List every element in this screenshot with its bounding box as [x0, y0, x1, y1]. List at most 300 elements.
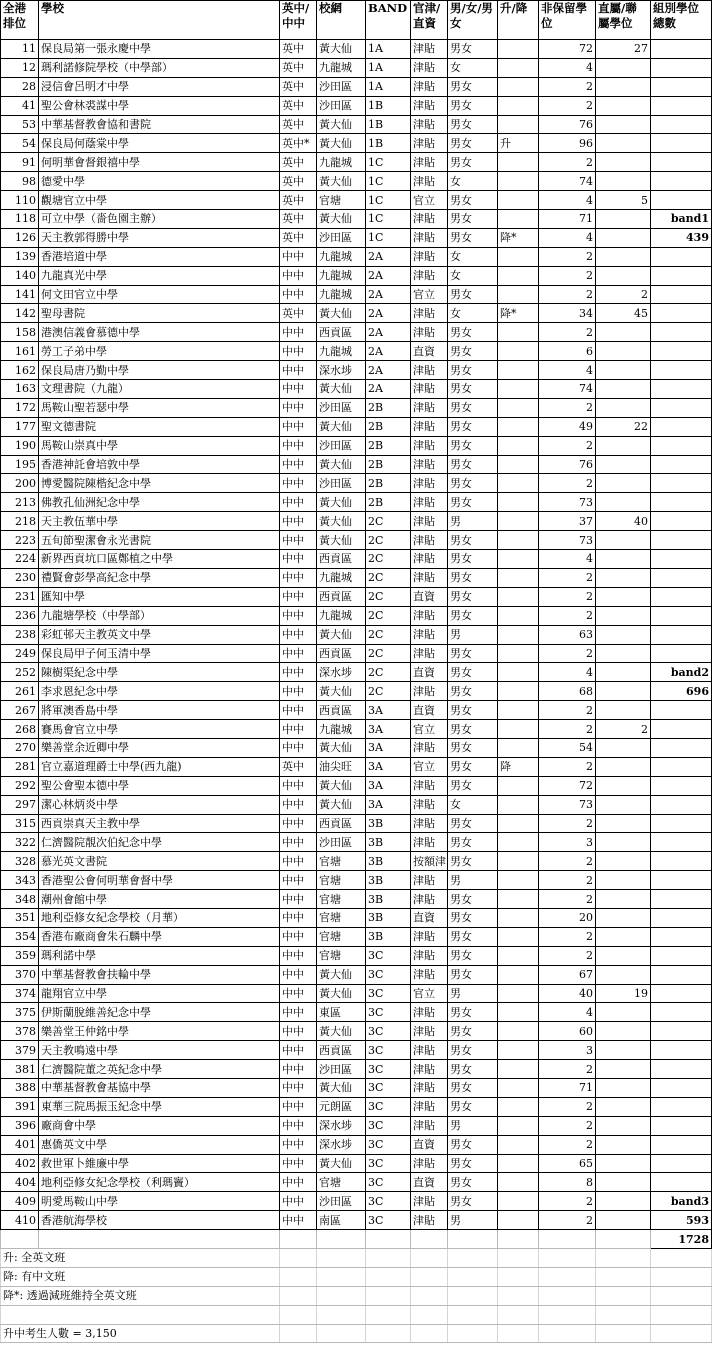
cell-gender[interactable]: 女 — [448, 266, 498, 285]
cell-up-down[interactable] — [498, 191, 539, 210]
cell-rank[interactable]: 177 — [1, 417, 39, 436]
cell-district[interactable]: 官塘 — [317, 946, 366, 965]
cell-rank[interactable]: 252 — [1, 663, 39, 682]
cell-school[interactable]: 保良局第一張永慶中學 — [39, 40, 280, 59]
cell-medium[interactable]: 英中 — [280, 210, 317, 229]
cell-band-total[interactable] — [651, 890, 712, 909]
cell-up-down[interactable] — [498, 1003, 539, 1022]
cell-band-total[interactable] — [651, 493, 712, 512]
cell-band[interactable]: 3C — [366, 1116, 411, 1135]
cell-up-down[interactable] — [498, 720, 539, 739]
cell-up-down[interactable] — [498, 871, 539, 890]
cell-rank[interactable]: 53 — [1, 115, 39, 134]
cell-school[interactable]: 天主教鳴遠中學 — [39, 1041, 280, 1060]
cell-gender[interactable]: 男女 — [448, 852, 498, 871]
cell-finance[interactable]: 津貼 — [411, 77, 448, 96]
cell-feeder-places[interactable] — [596, 757, 651, 776]
cell-feeder-places[interactable] — [596, 625, 651, 644]
cell-rank[interactable]: 140 — [1, 266, 39, 285]
cell-band[interactable]: 2C — [366, 568, 411, 587]
cell-band-total[interactable] — [651, 247, 712, 266]
cell-up-down[interactable] — [498, 398, 539, 417]
cell-gender[interactable]: 男 — [448, 1116, 498, 1135]
cell-district[interactable]: 黃大仙 — [317, 40, 366, 59]
cell-up-down[interactable] — [498, 455, 539, 474]
cell-gender[interactable]: 男女 — [448, 738, 498, 757]
cell-gender[interactable]: 男女 — [448, 663, 498, 682]
cell-finance[interactable]: 直資 — [411, 701, 448, 720]
cell-band[interactable]: 3B — [366, 927, 411, 946]
cell-band[interactable]: 1A — [366, 58, 411, 77]
cell-band-total[interactable]: 439 — [651, 228, 712, 247]
cell-finance[interactable]: 津貼 — [411, 1078, 448, 1097]
cell-rank[interactable]: 91 — [1, 153, 39, 172]
cell-finance[interactable]: 津貼 — [411, 871, 448, 890]
cell-band-total[interactable] — [651, 550, 712, 569]
cell-district[interactable]: 黃大仙 — [317, 531, 366, 550]
cell-medium[interactable]: 英中 — [280, 96, 317, 115]
cell-finance[interactable]: 直資 — [411, 587, 448, 606]
cell-band[interactable]: 2B — [366, 455, 411, 474]
cell-band-total[interactable] — [651, 625, 712, 644]
cell-rank[interactable]: 370 — [1, 965, 39, 984]
cell-open-places[interactable]: 68 — [539, 682, 596, 701]
cell-finance[interactable]: 津貼 — [411, 493, 448, 512]
cell-band-total[interactable] — [651, 1173, 712, 1192]
cell-rank[interactable]: 396 — [1, 1116, 39, 1135]
cell-feeder-places[interactable] — [596, 380, 651, 399]
cell-up-down[interactable] — [498, 417, 539, 436]
cell-school[interactable]: 禮賢會彭學高紀念中學 — [39, 568, 280, 587]
cell-open-places[interactable]: 3 — [539, 833, 596, 852]
cell-school[interactable]: 聖公會聖本德中學 — [39, 776, 280, 795]
cell-school[interactable]: 香港培道中學 — [39, 247, 280, 266]
cell-gender[interactable]: 女 — [448, 795, 498, 814]
cell-band[interactable]: 1C — [366, 153, 411, 172]
cell-gender[interactable]: 男女 — [448, 814, 498, 833]
cell-medium[interactable]: 英中 — [280, 191, 317, 210]
cell-school[interactable]: 中華基督教會協和書院 — [39, 115, 280, 134]
header-finance[interactable]: 官津/直資 — [411, 1, 448, 40]
cell-school[interactable]: 潮州會館中學 — [39, 890, 280, 909]
cell-band-total[interactable] — [651, 795, 712, 814]
cell-open-places[interactable]: 71 — [539, 1078, 596, 1097]
cell-band[interactable]: 2C — [366, 512, 411, 531]
cell-medium[interactable]: 中中 — [280, 701, 317, 720]
cell-gender[interactable]: 男女 — [448, 1060, 498, 1079]
cell-finance[interactable]: 直資 — [411, 1135, 448, 1154]
cell-up-down[interactable] — [498, 833, 539, 852]
cell-gender[interactable]: 男女 — [448, 1173, 498, 1192]
cell-medium[interactable]: 英中 — [280, 58, 317, 77]
cell-band-total[interactable]: band3 — [651, 1192, 712, 1211]
cell-feeder-places[interactable]: 2 — [596, 720, 651, 739]
cell-gender[interactable]: 男女 — [448, 606, 498, 625]
cell-rank[interactable]: 163 — [1, 380, 39, 399]
cell-school[interactable]: 伊斯蘭脫維善紀念中學 — [39, 1003, 280, 1022]
cell-band[interactable]: 2A — [366, 361, 411, 380]
cell-feeder-places[interactable] — [596, 663, 651, 682]
cell-medium[interactable]: 中中 — [280, 398, 317, 417]
cell-feeder-places[interactable] — [596, 1097, 651, 1116]
cell-gender[interactable]: 男女 — [448, 908, 498, 927]
cell-feeder-places[interactable] — [596, 531, 651, 550]
cell-open-places[interactable]: 71 — [539, 210, 596, 229]
cell-district[interactable]: 黃大仙 — [317, 172, 366, 191]
cell-feeder-places[interactable] — [596, 1116, 651, 1135]
cell-open-places[interactable]: 4 — [539, 361, 596, 380]
cell-district[interactable]: 西貢區 — [317, 701, 366, 720]
cell-rank[interactable]: 139 — [1, 247, 39, 266]
cell-rank[interactable]: 268 — [1, 720, 39, 739]
cell-finance[interactable]: 津貼 — [411, 531, 448, 550]
cell-medium[interactable]: 中中 — [280, 512, 317, 531]
cell-band[interactable]: 2A — [366, 247, 411, 266]
cell-rank[interactable]: 292 — [1, 776, 39, 795]
cell-finance[interactable]: 津貼 — [411, 115, 448, 134]
cell-medium[interactable]: 中中 — [280, 625, 317, 644]
cell-medium[interactable]: 中中 — [280, 833, 317, 852]
cell-feeder-places[interactable] — [596, 550, 651, 569]
cell-feeder-places[interactable] — [596, 134, 651, 153]
cell-up-down[interactable] — [498, 663, 539, 682]
header-band-total[interactable]: 組別學位總數 — [651, 1, 712, 40]
cell-feeder-places[interactable] — [596, 323, 651, 342]
cell-band-total[interactable]: band2 — [651, 663, 712, 682]
cell-gender[interactable]: 男女 — [448, 436, 498, 455]
cell-rank[interactable]: 223 — [1, 531, 39, 550]
cell-feeder-places[interactable] — [596, 398, 651, 417]
cell-open-places[interactable]: 2 — [539, 946, 596, 965]
cell-up-down[interactable] — [498, 795, 539, 814]
cell-band-total[interactable] — [651, 644, 712, 663]
cell-finance[interactable]: 津貼 — [411, 361, 448, 380]
cell-band-total[interactable] — [651, 814, 712, 833]
cell-finance[interactable]: 津貼 — [411, 398, 448, 417]
cell-band[interactable]: 3C — [366, 1041, 411, 1060]
cell-finance[interactable]: 官立 — [411, 191, 448, 210]
cell-gender[interactable]: 男女 — [448, 115, 498, 134]
cell-open-places[interactable]: 2 — [539, 701, 596, 720]
cell-gender[interactable]: 男女 — [448, 380, 498, 399]
cell-rank[interactable]: 402 — [1, 1154, 39, 1173]
cell-medium[interactable]: 英中 — [280, 153, 317, 172]
cell-feeder-places[interactable] — [596, 606, 651, 625]
cell-band[interactable]: 3A — [366, 757, 411, 776]
cell-district[interactable]: 西貢區 — [317, 323, 366, 342]
cell-medium[interactable]: 中中 — [280, 417, 317, 436]
cell-district[interactable]: 西貢區 — [317, 644, 366, 663]
cell-finance[interactable]: 直資 — [411, 908, 448, 927]
cell-district[interactable]: 黃大仙 — [317, 682, 366, 701]
cell-gender[interactable]: 男女 — [448, 191, 498, 210]
cell-school[interactable]: 龍翔官立中學 — [39, 984, 280, 1003]
cell-open-places[interactable]: 74 — [539, 380, 596, 399]
cell-district[interactable]: 沙田區 — [317, 96, 366, 115]
note-cell[interactable]: 升: 全英文班 — [1, 1249, 280, 1268]
cell-band[interactable]: 1B — [366, 134, 411, 153]
cell-finance[interactable]: 津貼 — [411, 1154, 448, 1173]
cell-district[interactable]: 官塘 — [317, 1173, 366, 1192]
cell-rank[interactable]: 409 — [1, 1192, 39, 1211]
cell-finance[interactable]: 津貼 — [411, 228, 448, 247]
cell-district[interactable]: 東區 — [317, 1003, 366, 1022]
cell-finance[interactable]: 津貼 — [411, 40, 448, 59]
cell-feeder-places[interactable] — [596, 587, 651, 606]
cell-band-total[interactable] — [651, 1116, 712, 1135]
cell-feeder-places[interactable] — [596, 1154, 651, 1173]
cell-district[interactable]: 沙田區 — [317, 833, 366, 852]
cell-finance[interactable]: 津貼 — [411, 455, 448, 474]
cell-up-down[interactable] — [498, 77, 539, 96]
cell-gender[interactable]: 男女 — [448, 1003, 498, 1022]
cell-rank[interactable]: 404 — [1, 1173, 39, 1192]
cell-finance[interactable]: 津貼 — [411, 304, 448, 323]
cell-district[interactable]: 官塘 — [317, 852, 366, 871]
cell-up-down[interactable] — [498, 776, 539, 795]
cell-gender[interactable]: 男女 — [448, 417, 498, 436]
cell-medium[interactable]: 中中 — [280, 852, 317, 871]
cell-open-places[interactable]: 54 — [539, 738, 596, 757]
cell-district[interactable]: 九龍城 — [317, 58, 366, 77]
cell-rank[interactable]: 374 — [1, 984, 39, 1003]
cell-rank[interactable]: 28 — [1, 77, 39, 96]
cell-school[interactable]: 可立中學（嗇色園主辦） — [39, 210, 280, 229]
cell-feeder-places[interactable] — [596, 682, 651, 701]
cell-feeder-places[interactable] — [596, 738, 651, 757]
cell-medium[interactable]: 中中 — [280, 1022, 317, 1041]
cell-gender[interactable]: 男女 — [448, 550, 498, 569]
cell-gender[interactable]: 男女 — [448, 1192, 498, 1211]
cell-open-places[interactable]: 2 — [539, 927, 596, 946]
cell-gender[interactable]: 男 — [448, 625, 498, 644]
cell-rank[interactable]: 195 — [1, 455, 39, 474]
cell-feeder-places[interactable] — [596, 1192, 651, 1211]
cell-band-total[interactable] — [651, 323, 712, 342]
cell-medium[interactable]: 中中 — [280, 1078, 317, 1097]
cell-feeder-places[interactable] — [596, 361, 651, 380]
cell-medium[interactable]: 中中 — [280, 436, 317, 455]
cell-gender[interactable]: 女 — [448, 247, 498, 266]
cell-band[interactable]: 3A — [366, 720, 411, 739]
cell-school[interactable]: 觀塘官立中學 — [39, 191, 280, 210]
cell-gender[interactable]: 男女 — [448, 776, 498, 795]
cell-gender[interactable]: 男女 — [448, 493, 498, 512]
cell-open-places[interactable]: 2 — [539, 871, 596, 890]
cell-school[interactable]: 仁濟醫院靚次伯紀念中學 — [39, 833, 280, 852]
cell-feeder-places[interactable] — [596, 96, 651, 115]
cell-band-total[interactable] — [651, 417, 712, 436]
cell-band[interactable]: 1B — [366, 96, 411, 115]
cell-up-down[interactable] — [498, 606, 539, 625]
cell-rank[interactable]: 410 — [1, 1211, 39, 1230]
cell-medium[interactable]: 中中 — [280, 663, 317, 682]
cell-band-total[interactable] — [651, 852, 712, 871]
cell-open-places[interactable]: 2 — [539, 398, 596, 417]
cell-band[interactable]: 2A — [366, 323, 411, 342]
cell-feeder-places[interactable] — [596, 58, 651, 77]
cell-band-total[interactable] — [651, 512, 712, 531]
cell-band-total[interactable] — [651, 776, 712, 795]
cell-open-places[interactable]: 2 — [539, 606, 596, 625]
cell-band-total[interactable] — [651, 871, 712, 890]
cell-finance[interactable]: 直資 — [411, 663, 448, 682]
cell-band[interactable]: 3C — [366, 1192, 411, 1211]
cell-feeder-places[interactable]: 5 — [596, 191, 651, 210]
cell-up-down[interactable] — [498, 512, 539, 531]
cell-district[interactable]: 西貢區 — [317, 550, 366, 569]
cell-finance[interactable]: 津貼 — [411, 625, 448, 644]
header-open-places[interactable]: 非保留學位 — [539, 1, 596, 40]
cell-finance[interactable]: 津貼 — [411, 96, 448, 115]
cell-finance[interactable]: 津貼 — [411, 153, 448, 172]
cell-band[interactable]: 1C — [366, 172, 411, 191]
cell-band[interactable]: 3C — [366, 965, 411, 984]
cell-band[interactable]: 1C — [366, 191, 411, 210]
cell-school[interactable]: 聖母書院 — [39, 304, 280, 323]
cell-feeder-places[interactable] — [596, 927, 651, 946]
cell-rank[interactable]: 236 — [1, 606, 39, 625]
cell-gender[interactable]: 男女 — [448, 757, 498, 776]
cell-up-down[interactable] — [498, 814, 539, 833]
cell-medium[interactable]: 中中 — [280, 455, 317, 474]
cell-district[interactable]: 西貢區 — [317, 587, 366, 606]
cell-up-down[interactable] — [498, 1173, 539, 1192]
cell-band[interactable]: 3C — [366, 1078, 411, 1097]
cell-district[interactable]: 黃大仙 — [317, 417, 366, 436]
cell-district[interactable]: 黃大仙 — [317, 984, 366, 1003]
cell-gender[interactable]: 男女 — [448, 890, 498, 909]
cell-feeder-places[interactable] — [596, 228, 651, 247]
cell-finance[interactable]: 津貼 — [411, 606, 448, 625]
cell-school[interactable]: 保良局唐乃勤中學 — [39, 361, 280, 380]
cell-up-down[interactable]: 升 — [498, 134, 539, 153]
cell-district[interactable]: 九龍城 — [317, 285, 366, 304]
cell-band-total[interactable] — [651, 342, 712, 361]
cell-finance[interactable]: 津貼 — [411, 1192, 448, 1211]
cell-medium[interactable]: 中中 — [280, 568, 317, 587]
cell-up-down[interactable]: 降* — [498, 228, 539, 247]
cell-school[interactable]: 德愛中學 — [39, 172, 280, 191]
cell-school[interactable]: 陳樹渠紀念中學 — [39, 663, 280, 682]
cell-district[interactable]: 沙田區 — [317, 398, 366, 417]
cell-medium[interactable]: 英中 — [280, 228, 317, 247]
cell-medium[interactable]: 中中 — [280, 814, 317, 833]
cell-district[interactable]: 九龍城 — [317, 247, 366, 266]
cell-medium[interactable]: 中中 — [280, 738, 317, 757]
cell-medium[interactable]: 英中 — [280, 757, 317, 776]
cell-medium[interactable]: 英中 — [280, 172, 317, 191]
cell-up-down[interactable] — [498, 115, 539, 134]
cell-band[interactable]: 2B — [366, 417, 411, 436]
cell-up-down[interactable] — [498, 568, 539, 587]
cell-band-total[interactable] — [651, 908, 712, 927]
cell-feeder-places[interactable] — [596, 474, 651, 493]
cell-school[interactable]: 保良局甲子何玉清中學 — [39, 644, 280, 663]
cell-band[interactable]: 2A — [366, 266, 411, 285]
cell-medium[interactable]: 中中 — [280, 927, 317, 946]
cell-rank[interactable]: 230 — [1, 568, 39, 587]
cell-feeder-places[interactable] — [596, 115, 651, 134]
cell-gender[interactable]: 男女 — [448, 1135, 498, 1154]
cell-open-places[interactable]: 4 — [539, 228, 596, 247]
cell-school[interactable]: 香港航海學校 — [39, 1211, 280, 1230]
cell-medium[interactable]: 中中 — [280, 266, 317, 285]
cell-up-down[interactable] — [498, 965, 539, 984]
cell-open-places[interactable]: 49 — [539, 417, 596, 436]
cell-rank[interactable]: 351 — [1, 908, 39, 927]
cell-band[interactable]: 2A — [366, 285, 411, 304]
cell-band-total[interactable] — [651, 606, 712, 625]
cell-open-places[interactable]: 2 — [539, 852, 596, 871]
header-medium[interactable]: 英中/中中 — [280, 1, 317, 40]
cell-school[interactable]: 何明華會督銀禧中學 — [39, 153, 280, 172]
cell-district[interactable]: 九龍城 — [317, 720, 366, 739]
cell-district[interactable]: 沙田區 — [317, 77, 366, 96]
cell-district[interactable]: 沙田區 — [317, 1060, 366, 1079]
cell-district[interactable]: 官塘 — [317, 927, 366, 946]
cell-band[interactable]: 2A — [366, 304, 411, 323]
cell-open-places[interactable]: 67 — [539, 965, 596, 984]
cell-band[interactable]: 2C — [366, 550, 411, 569]
cell-feeder-places[interactable] — [596, 493, 651, 512]
cell-finance[interactable]: 津貼 — [411, 266, 448, 285]
cell-finance[interactable]: 按額津 — [411, 852, 448, 871]
cell-up-down[interactable] — [498, 285, 539, 304]
cell-finance[interactable]: 津貼 — [411, 965, 448, 984]
cell-district[interactable]: 黃大仙 — [317, 493, 366, 512]
cell-open-places[interactable]: 60 — [539, 1022, 596, 1041]
cell-feeder-places[interactable] — [596, 871, 651, 890]
cell-district[interactable]: 元朗區 — [317, 1097, 366, 1116]
cell-feeder-places[interactable] — [596, 814, 651, 833]
cell-open-places[interactable]: 72 — [539, 776, 596, 795]
cell-finance[interactable]: 津貼 — [411, 436, 448, 455]
cell-band[interactable]: 2B — [366, 474, 411, 493]
cell-rank[interactable]: 98 — [1, 172, 39, 191]
cell-feeder-places[interactable] — [596, 890, 651, 909]
cell-feeder-places[interactable]: 2 — [596, 285, 651, 304]
cell-band[interactable]: 3C — [366, 946, 411, 965]
cell-school[interactable]: 救世軍卜維廉中學 — [39, 1154, 280, 1173]
cell-medium[interactable]: 英中 — [280, 304, 317, 323]
cell-district[interactable]: 深水埗 — [317, 361, 366, 380]
cell-open-places[interactable]: 2 — [539, 814, 596, 833]
cell-school[interactable]: 慕光英文書院 — [39, 852, 280, 871]
cell-rank[interactable]: 110 — [1, 191, 39, 210]
cell-up-down[interactable] — [498, 172, 539, 191]
cell-up-down[interactable]: 降* — [498, 304, 539, 323]
cell-school[interactable]: 彩虹邨天主教英文中學 — [39, 625, 280, 644]
cell-gender[interactable]: 男女 — [448, 134, 498, 153]
cell-band-total[interactable] — [651, 1041, 712, 1060]
cell-gender[interactable]: 男女 — [448, 1041, 498, 1060]
cell-open-places[interactable]: 2 — [539, 1116, 596, 1135]
cell-district[interactable]: 黃大仙 — [317, 776, 366, 795]
cell-feeder-places[interactable]: 22 — [596, 417, 651, 436]
cell-open-places[interactable]: 2 — [539, 1211, 596, 1230]
cell-rank[interactable]: 388 — [1, 1078, 39, 1097]
cell-school[interactable]: 九龍真光中學 — [39, 266, 280, 285]
cell-finance[interactable]: 津貼 — [411, 380, 448, 399]
cell-band-total[interactable] — [651, 1060, 712, 1079]
cell-rank[interactable]: 200 — [1, 474, 39, 493]
cell-up-down[interactable] — [498, 1211, 539, 1230]
note-cell[interactable]: 降: 有中文班 — [1, 1267, 280, 1286]
cell-open-places[interactable]: 2 — [539, 96, 596, 115]
cell-school[interactable]: 地利亞修女紀念學校（利瑪竇） — [39, 1173, 280, 1192]
cell-gender[interactable]: 男女 — [448, 644, 498, 663]
